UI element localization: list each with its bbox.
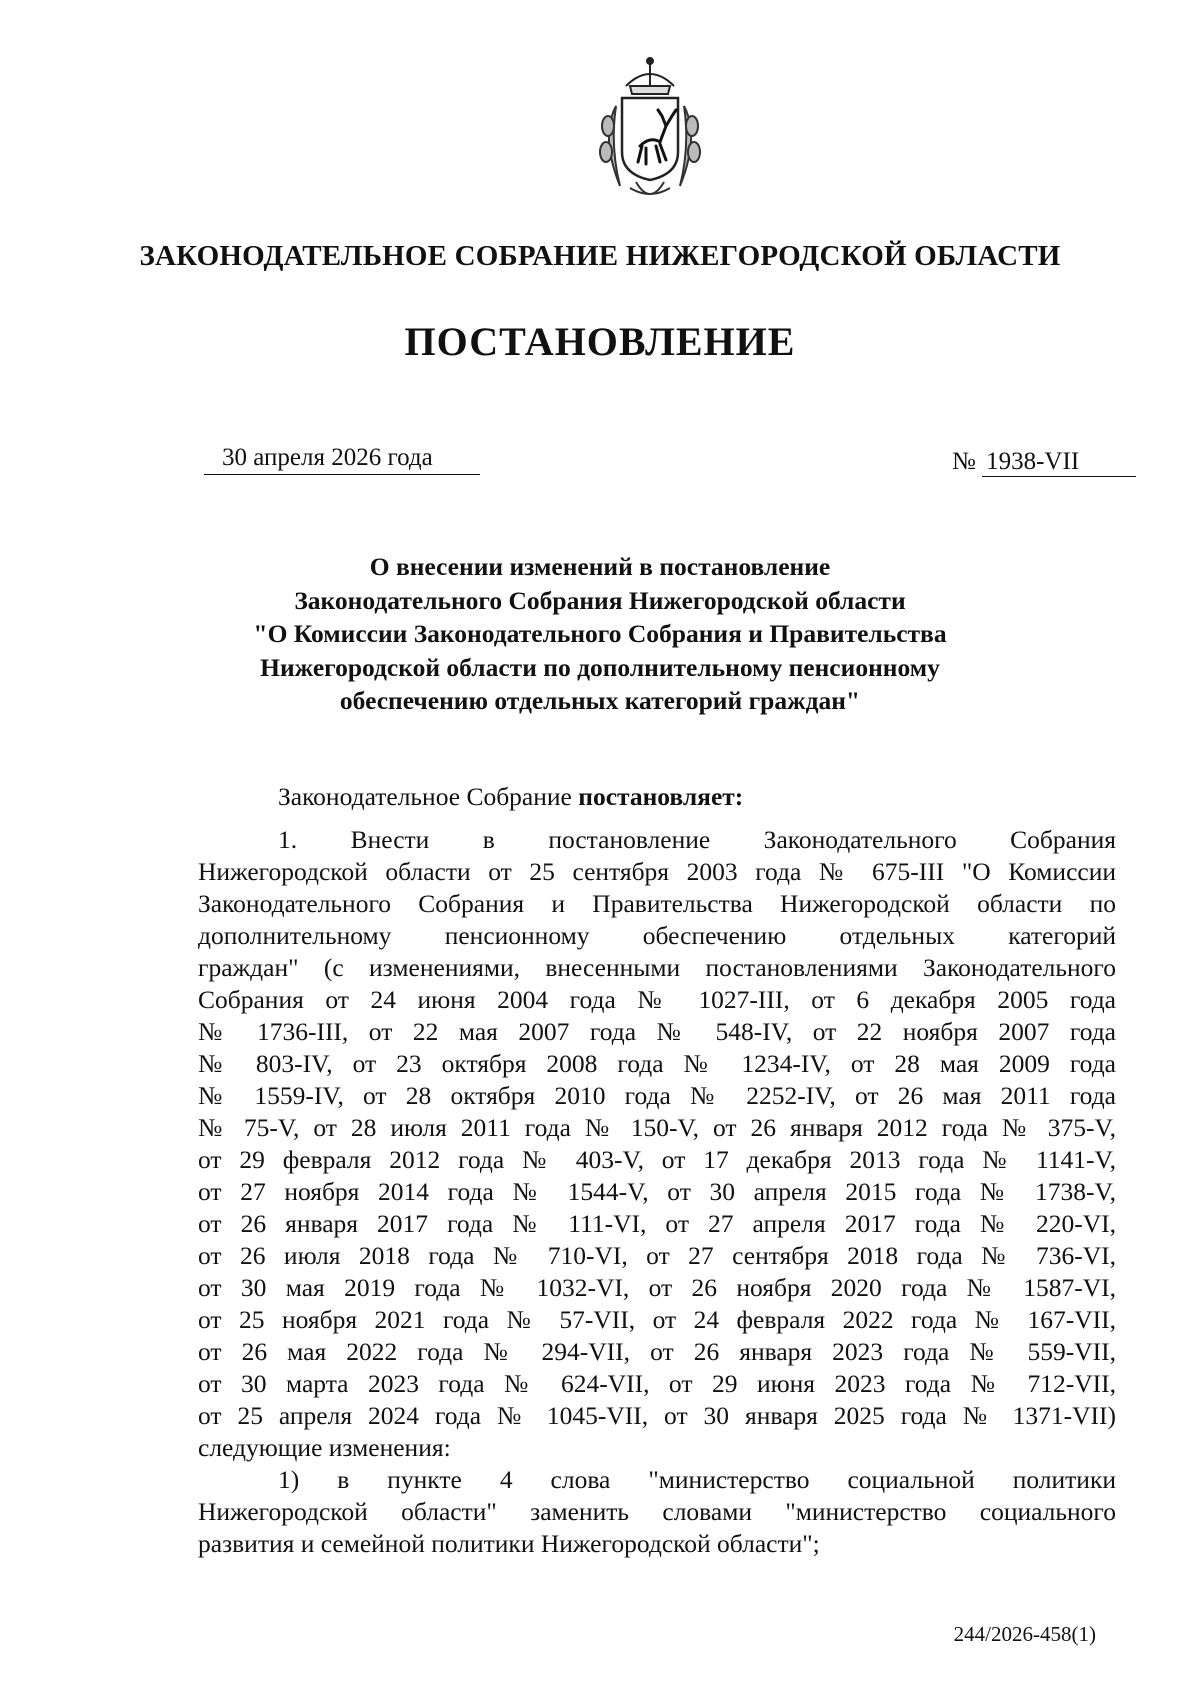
title-line: обеспечению отдельных категорий граждан" <box>339 686 861 715</box>
body-line: от 27 ноября 2014 года № 1544-V, от 30 апреля 2015 года № 1738-V, <box>198 1177 1116 1206</box>
document-number <box>952 448 1136 477</box>
document-title <box>200 550 1000 718</box>
title-line: Законодательного Собрания Нижегородской области <box>294 585 906 615</box>
coat-of-arms-emblem <box>570 56 730 206</box>
subitem-line: 1) в пункте 4 слова "министерство социальной политики <box>278 1465 1116 1494</box>
body-line: 1. Внести в постановление Законодательного Собрания <box>278 825 1116 854</box>
subitem-line: Нижегородской области" заменить словами "министерство социального <box>198 1497 1116 1526</box>
intro-verb: постановляет: <box>578 782 744 811</box>
document-type: ПОСТАНОВЛЕНИЕ <box>404 319 796 364</box>
document-date: 30 апреля 2026 года <box>204 444 480 475</box>
body-line: от 26 января 2017 года № 111-VI, от 27 апреля 2017 года № 220-VI, <box>198 1209 1116 1238</box>
document-code: 244/2026-458(1) <box>953 1622 1096 1646</box>
body-line: Собрания от 24 июня 2004 года № 1027-III, от 6 декабря 2005 года <box>198 985 1116 1014</box>
body-line: от 26 мая 2022 года № 294-VII, от 26 января 2023 года № 559-VII, <box>198 1337 1116 1366</box>
subitem-line: развития и семейной политики Нижегородской области"; <box>198 1529 820 1558</box>
number-value: 1938-VII <box>982 448 1136 477</box>
body-line: № 1736-III, от 22 мая 2007 года № 548-IV, от 22 ноября 2007 года <box>198 1017 1116 1046</box>
body-line: от 25 ноября 2021 года № 57-VII, от 24 февраля 2022 года № 167-VII, <box>198 1305 1116 1334</box>
body-line: граждан" (с изменениями, внесенными постановлениями Законодательного <box>198 953 1116 982</box>
body-line: Нижегородской области от 25 сентября 2003 года № 675-III "О Комиссии <box>198 857 1116 886</box>
title-line: Нижегородской области по дополнительному пенсионному <box>260 652 940 682</box>
body-line: от 29 февраля 2012 года № 403-V, от 17 декабря 2013 года № 1141-V, <box>198 1145 1116 1174</box>
body-line: № 1559-IV, от 28 октября 2010 года № 2252-IV, от 26 мая 2011 года <box>198 1081 1116 1110</box>
body-line: от 25 апреля 2024 года № 1045-VII, от 30 января 2025 года № 1371-VII) <box>198 1401 1116 1430</box>
body-line: № 803-IV, от 23 октября 2008 года № 1234-IV, от 28 мая 2009 года <box>198 1049 1116 1078</box>
title-line: О внесении изменений в постановление <box>369 552 831 581</box>
resolution-intro <box>278 782 743 812</box>
body-line: от 30 марта 2023 года № 624-VII, от 29 июня 2023 года № 712-VII, <box>198 1369 1116 1398</box>
body-line: от 30 мая 2019 года № 1032-VI, от 26 ноября 2020 года № 1587-VI, <box>198 1273 1116 1302</box>
body-line: № 75-V, от 28 июля 2011 года № 150-V, от 26 января 2012 года № 375-V, <box>198 1113 1116 1142</box>
body-line: следующие изменения: <box>198 1433 451 1462</box>
number-sign: № <box>952 448 976 475</box>
body-line: Законодательного Собрания и Правительства Нижегородской области по <box>198 889 1116 918</box>
title-line: "О Комиссии Законодательного Собрания и Правительства <box>253 619 947 648</box>
intro-text: Законодательное Собрание <box>278 782 579 811</box>
body-line: дополнительному пенсионному обеспечению отдельных категорий <box>198 921 1116 950</box>
organization-name: ЗАКОНОДАТЕЛЬНОЕ СОБРАНИЕ НИЖЕГОРОДСКОЙ ОБЛАСТИ <box>139 240 1061 272</box>
document-body <box>198 824 1116 1560</box>
body-line: от 26 июля 2018 года № 710-VI, от 27 сентября 2018 года № 736-VI, <box>198 1241 1116 1270</box>
